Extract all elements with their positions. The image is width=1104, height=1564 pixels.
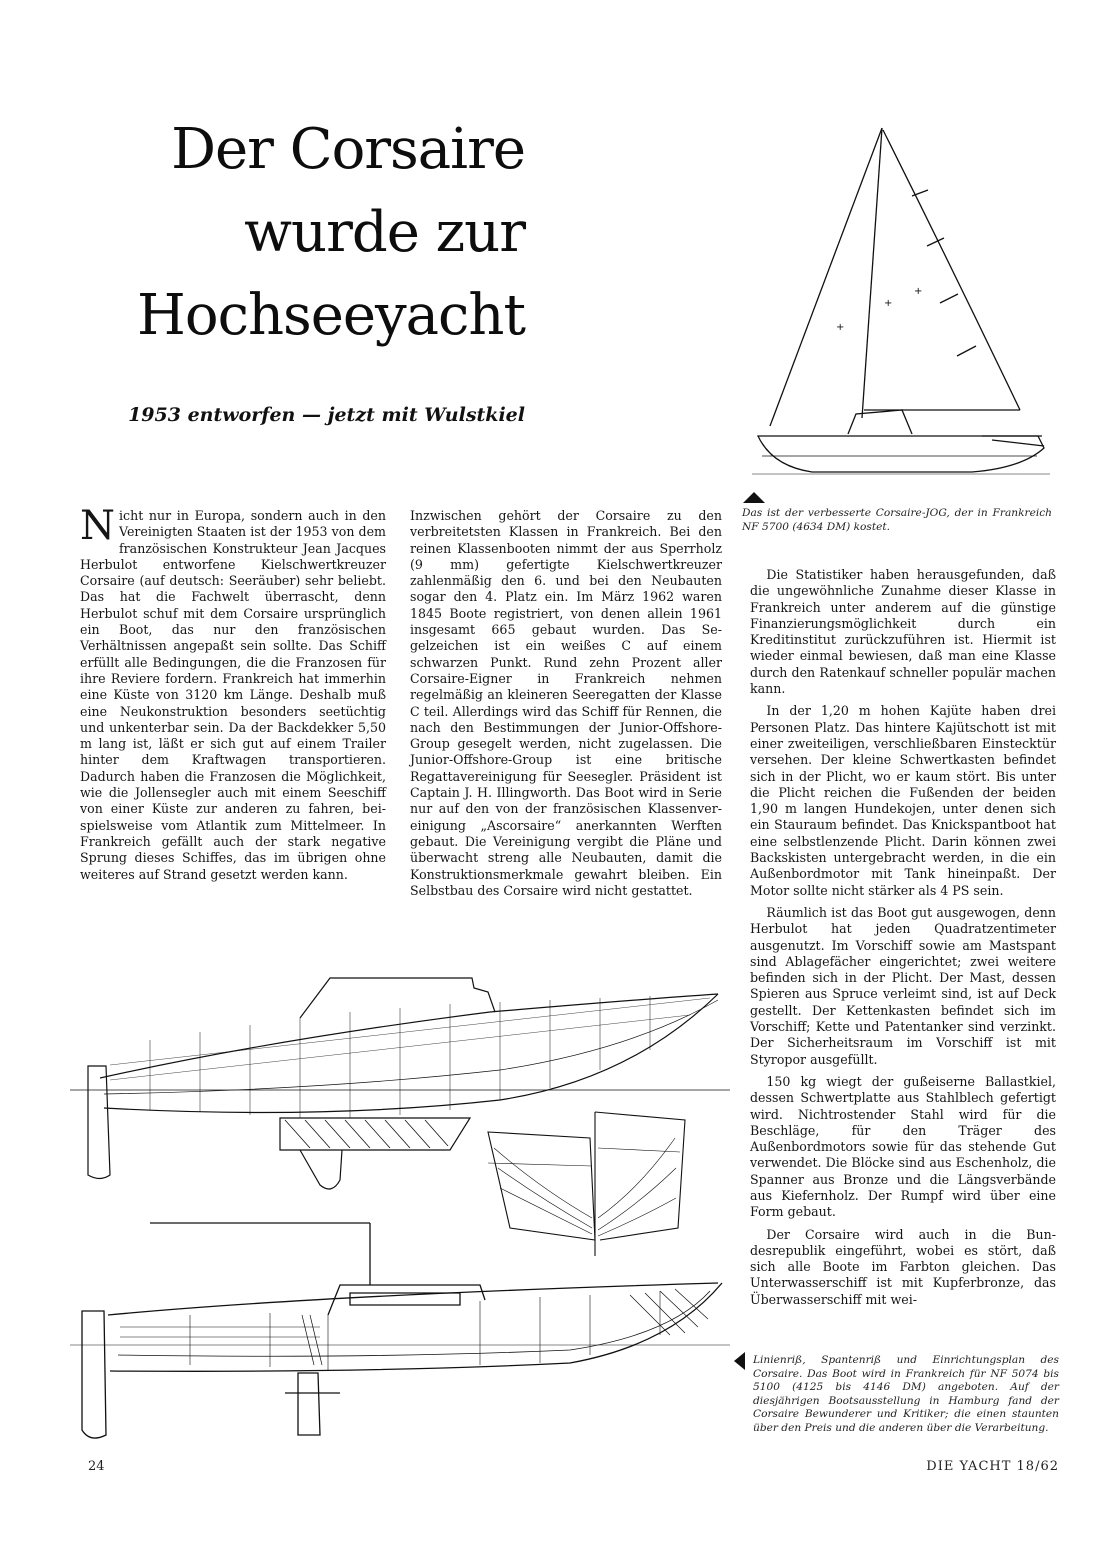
top-image-caption: Das ist der verbesserte Corsaire-JOG, der in Frankreich NF 5700 (4634 DM) kostet.: [742, 507, 1052, 533]
title-line-1: Der Corsaire: [171, 117, 525, 182]
body-column-3: [750, 567, 1056, 1308]
svg-text:+: +: [836, 322, 845, 333]
title-line-3: Hochseeyacht: [137, 283, 525, 348]
interior-plan-drawing: [70, 1215, 730, 1445]
page-number: 24: [88, 1459, 105, 1474]
title-line-2: wurde zur: [244, 200, 525, 265]
column-3-paragraph: Räumlich ist das Boot gut ausgewogen, denn Herbulot hat jeden Quadratzentimeter ausgenutzt. Im Vorschiff sowie am Mastspant sind Ablagefächer eingerichtet; zwei weitere befinden sich in der Plicht. Der Mast, dessen Spieren aus Spruce verleimt sind, ist auf Deck gestellt. Der Kettenkasten befindet sich im Vorschiff; Kette und Patentanker sind verzinkt. Der Sicherheitsraum im Vorschiff ist mit Styropor ausgefüllt.: [750, 904, 1056, 1067]
magazine-issue: DIE YACHT 18/62: [926, 1459, 1059, 1474]
column-3-paragraph: Der Corsaire wird auch in die Bundesrepublik eingeführt, wobei es stört, daß sich alle Boote im Farbton gleichen. Das Unterwasserschiff ist mit Kupferbronze, das Überwasserschiff mit wei-: [750, 1226, 1056, 1307]
drop-cap: N: [80, 503, 115, 549]
article-title: [100, 108, 525, 357]
svg-text:+: +: [884, 298, 893, 309]
column-2-text: Inzwischen gehört der Corsaire zu den verbreitetsten Klassen in Frankreich. Bei den reinen Klassenbooten nimmt der aus Sperrholz (9 mm) gefertigte Kielschwertkreuzer zahlenmäßig den 6. und bei den Neubauten sogar den 4. Platz ein. Im März 1962 waren 1845 Boote registriert, von denen allein 1961 insgesamt 665 gebaut wurden. Das Segelzeichen ist ein weißes C auf einem schwarzen Punkt. Rund zehn Prozent aller Corsaire-Eigner in Frankreich nehmen regelmäßig an kleineren Seeregatten der Klasse C teil. Allerdings wird das Schiff für Rennen, die nach den Bestimmungen der Junior-Offshore-Group gesegelt werden, nicht zugelassen. Die Junior-Offshore-Group ist eine britische Regattavereinigung für Seesegler. Präsident ist Captain J. H. Illingworth. Das Boot wird in Serie nur auf den von der französischen Klassenvereinigung „Ascorsaire“ anerkannten Werften gebaut. Die Vereinigung vergibt die Pläne und überwacht streng alle Neubauten, damit die Konstruktionsmerkmale gewahrt bleiben. Ein Selbstbau des Corsaire wird nicht gestattet.: [410, 508, 722, 898]
caption-arrow-up-icon: [743, 492, 765, 503]
column-3-paragraph: Die Statistiker haben herausgefunden, daß die ungewöhnliche Zunahme dieser Klasse in Frankreich unter anderem auf die günstige Finanzierungsmöglichkeit durch ein Kreditinstitut zurückzuführen ist. Hiermit ist wieder einmal bewiesen, daß man eine Klasse durch den Ratenkauf schneller populär machen kann.: [750, 567, 1056, 697]
column-3-paragraph: In der 1,20 m hohen Kajüte haben drei Personen Platz. Das hintere Kajütschott ist mit einer zweiteiligen, verschließbaren Einstecktür versehen. Der kleine Schwertkasten befindet sich in der Plicht, wo er kaum stört. Bis unter die Plicht reichen die Fußenden der beiden 1,90 m langen Hundekojen, unter denen sich ein Stauraum befindet. Das Knickspantboot hat eine selbstlenzende Plicht. Darin können zwei Backskisten untergebracht werden, in die ein Außenbordmotor mit Tank hineinpaßt. Der Motor sollte nicht stärker als 4 PS sein.: [750, 703, 1056, 898]
body-column-1: [80, 503, 386, 883]
sailboat-illustration: [752, 118, 1052, 478]
body-column-2: [410, 508, 722, 899]
column-3-paragraph: 150 kg wiegt der gußeiserne Ballastkiel, dessen Schwertplatte aus Stahlblech gefertigt wird. Nichtrostender Stahl wird für die Beschläge, für den Träger des Außenbordmotors sowie für das stehende Gut verwendet. Die Blöcke sind aus Eschenholz, die Spanner aus Bronze und die Längsverbände aus Kiefernholz. Der Rumpf wird über eine Form gebaut.: [750, 1073, 1056, 1220]
caption-arrow-left-icon: [734, 1352, 745, 1370]
article-subtitle: 1953 entworfen — jetzt mit Wulstkiel: [128, 404, 525, 426]
svg-text:+: +: [914, 286, 923, 297]
drawing-caption: Linienriß, Spantenriß und Einrichtungsplan des Corsaire. Das Boot wird in Frankreich für NF 5074 bis 5100 (4125 bis 4146 DM) angeboten. Auf der diesjährigen Bootsausstellung in Hamburg fand der Corsaire Bewunderer und Kritiker; die einen staunten über den Preis und die anderen über die Verarbeitung.: [753, 1354, 1059, 1434]
column-1-text: icht nur in Europa, sondern auch in den Vereinigten Staaten ist der 1953 von dem französischen Konstrukteur Jean Jacques Herbulot entworfene Kielschwertkreuzer Corsaire (auf deutsch: Seeräuber) sehr beliebt. Das hat die Fachwelt überrascht, denn Herbulot schuf mit dem Corsaire ursprünglich ein Boot, das nur den französischen Verhältnissen angepaßt sein sollte. Das Schiff erfüllt alle Bedingungen, die die Franzosen für ihre Reviere fordern. Frankreich hat immerhin eine Küste von 3120 km Länge. Deshalb muß eine Neukonstruktion besonders seetüchtig und unkenterbar sein. Da der Backdekker 5,50 m lang ist, läßt er sich gut auf einem Trailer hinter dem Kraftwagen transportieren. Dadurch haben die Franzosen die Möglichkeit, wie die Jollensegler auch mit einem Seeschiff von einer Küste zur anderen zu fahren, beispielsweise vom Atlantik zum Mittelmeer. In Frankreich gefällt auch der stark negative Sprung dieses Schiffes, das im übrigen ohne weiteres auf Strand gesetzt werden kann.: [80, 508, 386, 882]
